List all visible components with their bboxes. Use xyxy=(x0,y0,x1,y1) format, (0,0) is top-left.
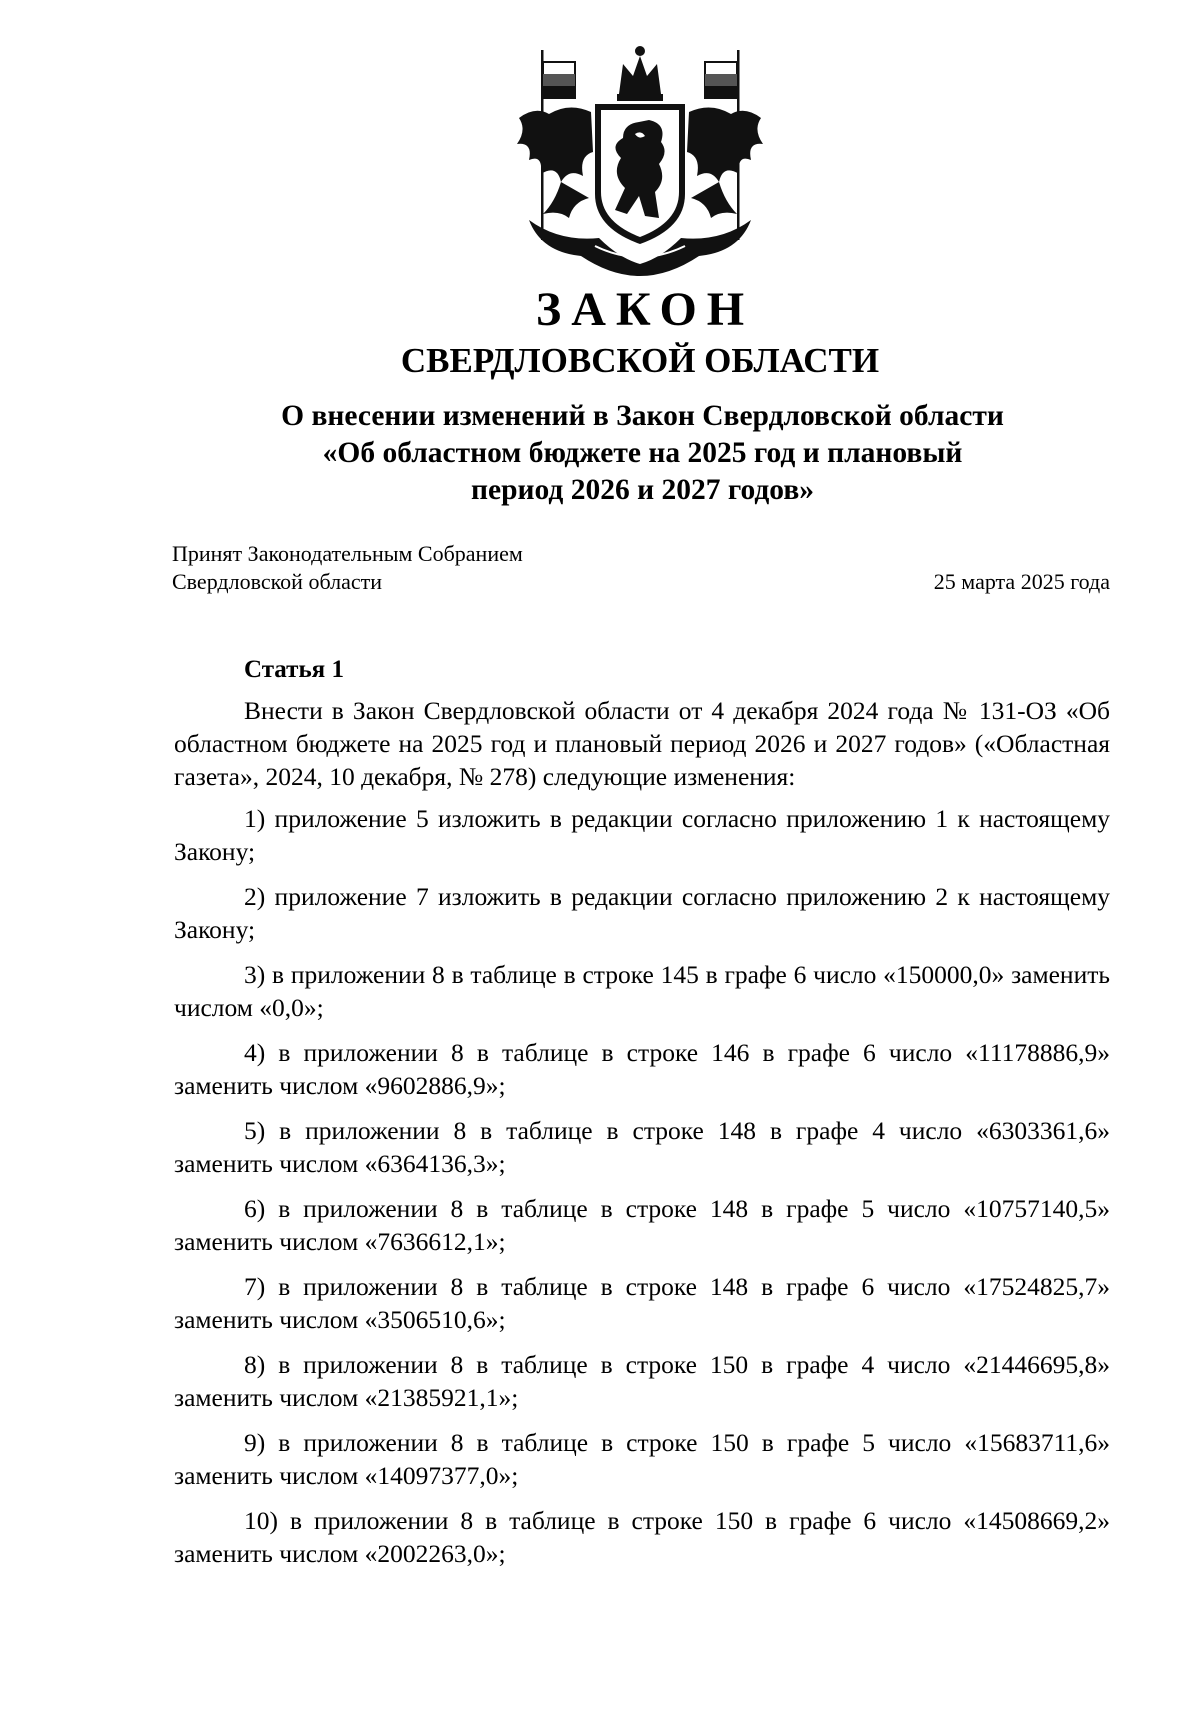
list-item: 6) в приложении 8 в таблице в строке 148 в графе 5 число «10757140,5» заменить числом «7636612,1»; xyxy=(174,1194,1110,1256)
list-item: 10) в приложении 8 в таблице в строке 150 в графе 6 число «14508669,2» заменить числом «2002263,0»; xyxy=(174,1506,1110,1568)
coat-of-arms-emblem xyxy=(499,42,781,277)
adoption-date: 25 марта 2025 года xyxy=(933,569,1110,594)
list-item: 3) в приложении 8 в таблице в строке 145 в графе 6 число «150000,0» заменить числом «0,0»; xyxy=(174,960,1110,1022)
list-item: 9) в приложении 8 в таблице в строке 150 в графе 5 число «15683711,6» заменить числом «14097377,0»; xyxy=(174,1428,1110,1490)
list-item: 4) в приложении 8 в таблице в строке 146 в графе 6 число «11178886,9» заменить числом «9602886,9»; xyxy=(174,1038,1110,1100)
document-type-title: ЗАКОН xyxy=(535,283,755,336)
list-item: 5) в приложении 8 в таблице в строке 148 в графе 4 число «6303361,6» заменить числом «6364136,3»; xyxy=(174,1116,1110,1178)
list-item: 2) приложение 7 изложить в редакции согласно приложению 2 к настоящему Закону; xyxy=(174,882,1110,944)
article-body xyxy=(174,694,1110,1582)
subject-line: «Об областном бюджете на 2025 год и плановый xyxy=(322,437,963,469)
adopted-by-line: Принят Законодательным Собранием xyxy=(172,541,523,566)
list-item: 7) в приложении 8 в таблице в строке 148 в графе 6 число «17524825,7» заменить числом «3506510,6»; xyxy=(174,1272,1110,1334)
adopted-by xyxy=(172,540,523,596)
list-item: 8) в приложении 8 в таблице в строке 150 в графе 4 число «21446695,8» заменить числом «21385921,1»; xyxy=(174,1350,1110,1412)
subject-line: период 2026 и 2027 годов» xyxy=(471,474,814,506)
subject-line: О внесении изменений в Закон Свердловской области xyxy=(281,400,1004,432)
article-title: Статья 1 xyxy=(244,656,344,683)
region-title: СВЕРДЛОВСКОЙ ОБЛАСТИ xyxy=(400,341,880,380)
article-intro: Внести в Закон Свердловской области от 4 декабря 2024 года № 131-ОЗ «Об областном бюджете на 2025 год и плановый период 2026 и 2027 годов» («Областная газета», 2024, 10 декабря, № 278) следующие изменения: xyxy=(174,696,1110,791)
adopted-by-line: Свердловской области xyxy=(172,569,382,594)
list-item: 1) приложение 5 изложить в редакции согласно приложению 1 к настоящему Закону; xyxy=(174,804,1110,866)
amendments-list xyxy=(174,802,1110,1570)
law-subject-heading xyxy=(0,398,1200,509)
